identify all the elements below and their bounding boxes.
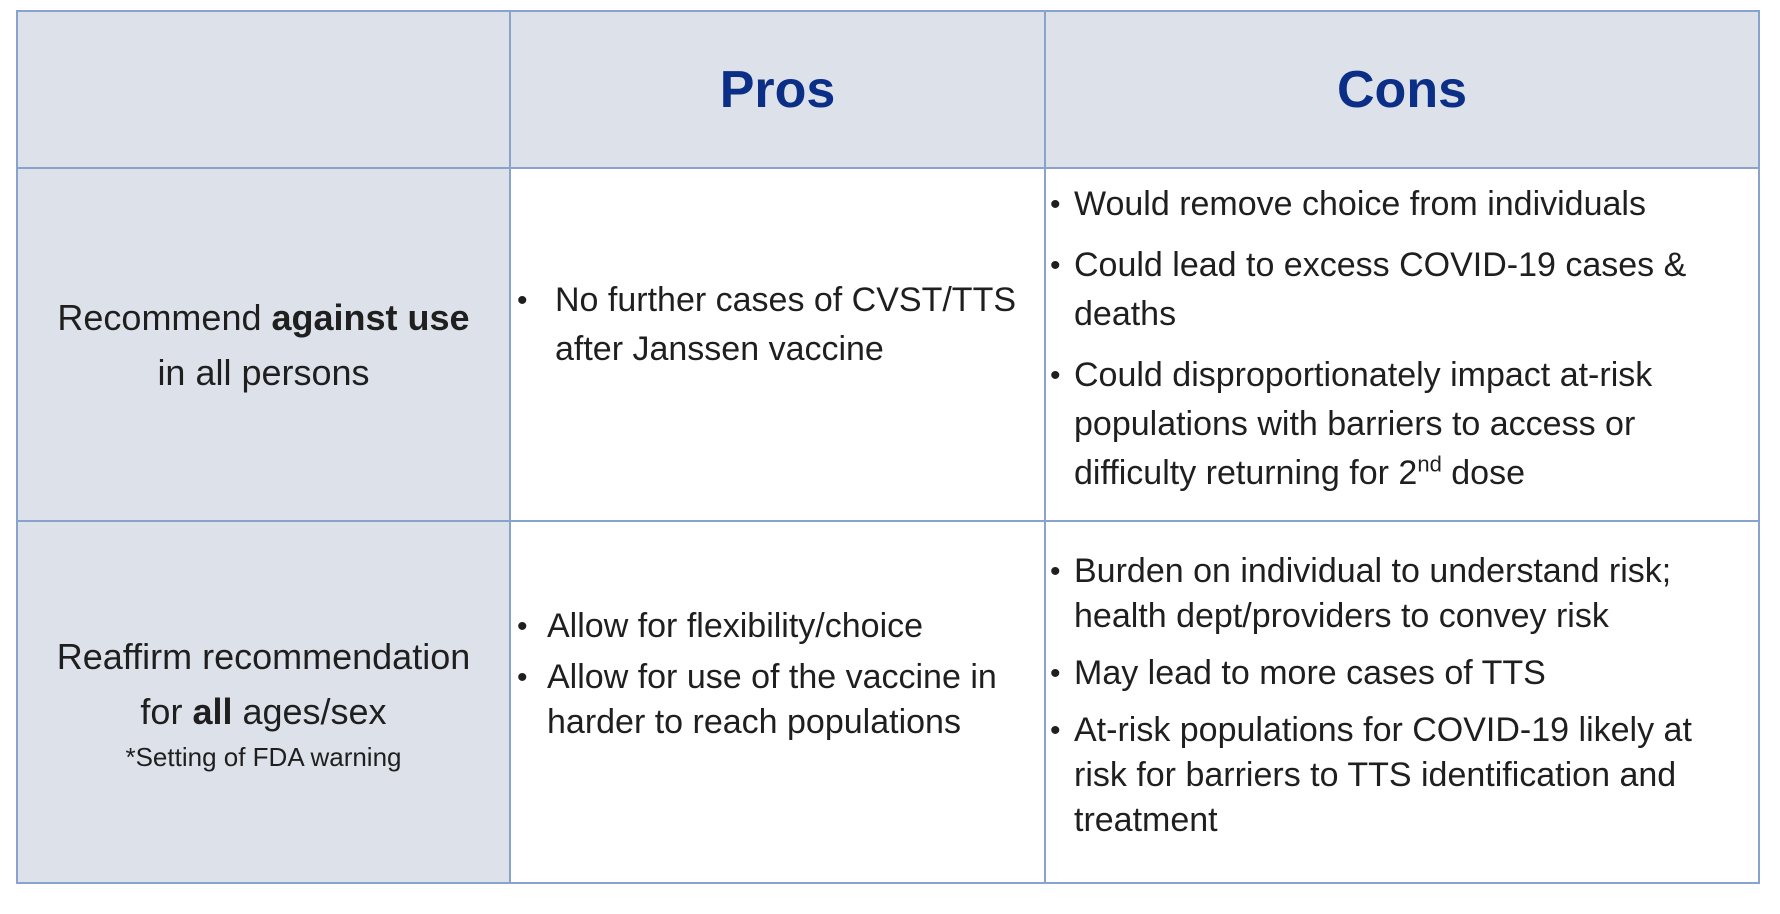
row-label-text: ages/sex — [232, 691, 387, 732]
row-label-text: in all persons — [157, 351, 370, 393]
superscript: nd — [1417, 451, 1442, 477]
list-item: • At-risk populations for COVID-19 likely at risk for barriers to TTS identification and treatment — [1074, 708, 1752, 843]
header-row — [17, 11, 1759, 168]
table-row — [17, 521, 1759, 883]
cons-cell — [1045, 168, 1759, 521]
header-corner-cell — [17, 11, 510, 168]
pros-cell — [510, 521, 1045, 883]
row-label-bold: all — [192, 691, 233, 732]
list-item: • No further cases of CVST/TTS after Janssen vaccine — [555, 276, 1034, 374]
list-item: • Could lead to excess COVID-19 cases & deaths — [1074, 241, 1752, 339]
list-item: • Allow for flexibility/choice — [547, 604, 1038, 649]
list-item: • Allow for use of the vaccine in harder to reach populations — [547, 655, 1038, 745]
list-item: • May lead to more cases of TTS — [1074, 651, 1752, 696]
row-label-text: Reaffirm recommendation — [56, 636, 471, 677]
pros-header: Pros — [510, 11, 1045, 168]
cons-header: Cons — [1045, 11, 1759, 168]
row-label-note: *Setting of FDA warning — [125, 742, 402, 772]
row-label-text: Recommend — [57, 296, 272, 338]
pros-cons-table — [16, 10, 1760, 884]
row-label-text: for — [140, 691, 193, 732]
row-label-bold: against use — [271, 296, 470, 338]
table-row — [17, 168, 1759, 521]
pros-cell — [510, 168, 1045, 521]
row-label-against-use — [17, 168, 510, 521]
list-item-text: Could disproportionately impact at-risk populations with barriers to access or difficulty returning for 2 — [1074, 355, 1653, 492]
list-item: • Burden on individual to understand risk; health dept/providers to convey risk — [1074, 549, 1752, 639]
list-item-text: dose — [1441, 453, 1525, 492]
cons-cell — [1045, 521, 1759, 883]
row-label-reaffirm — [17, 521, 510, 883]
list-item — [1074, 351, 1752, 498]
list-item: • Would remove choice from individuals — [1074, 180, 1752, 229]
